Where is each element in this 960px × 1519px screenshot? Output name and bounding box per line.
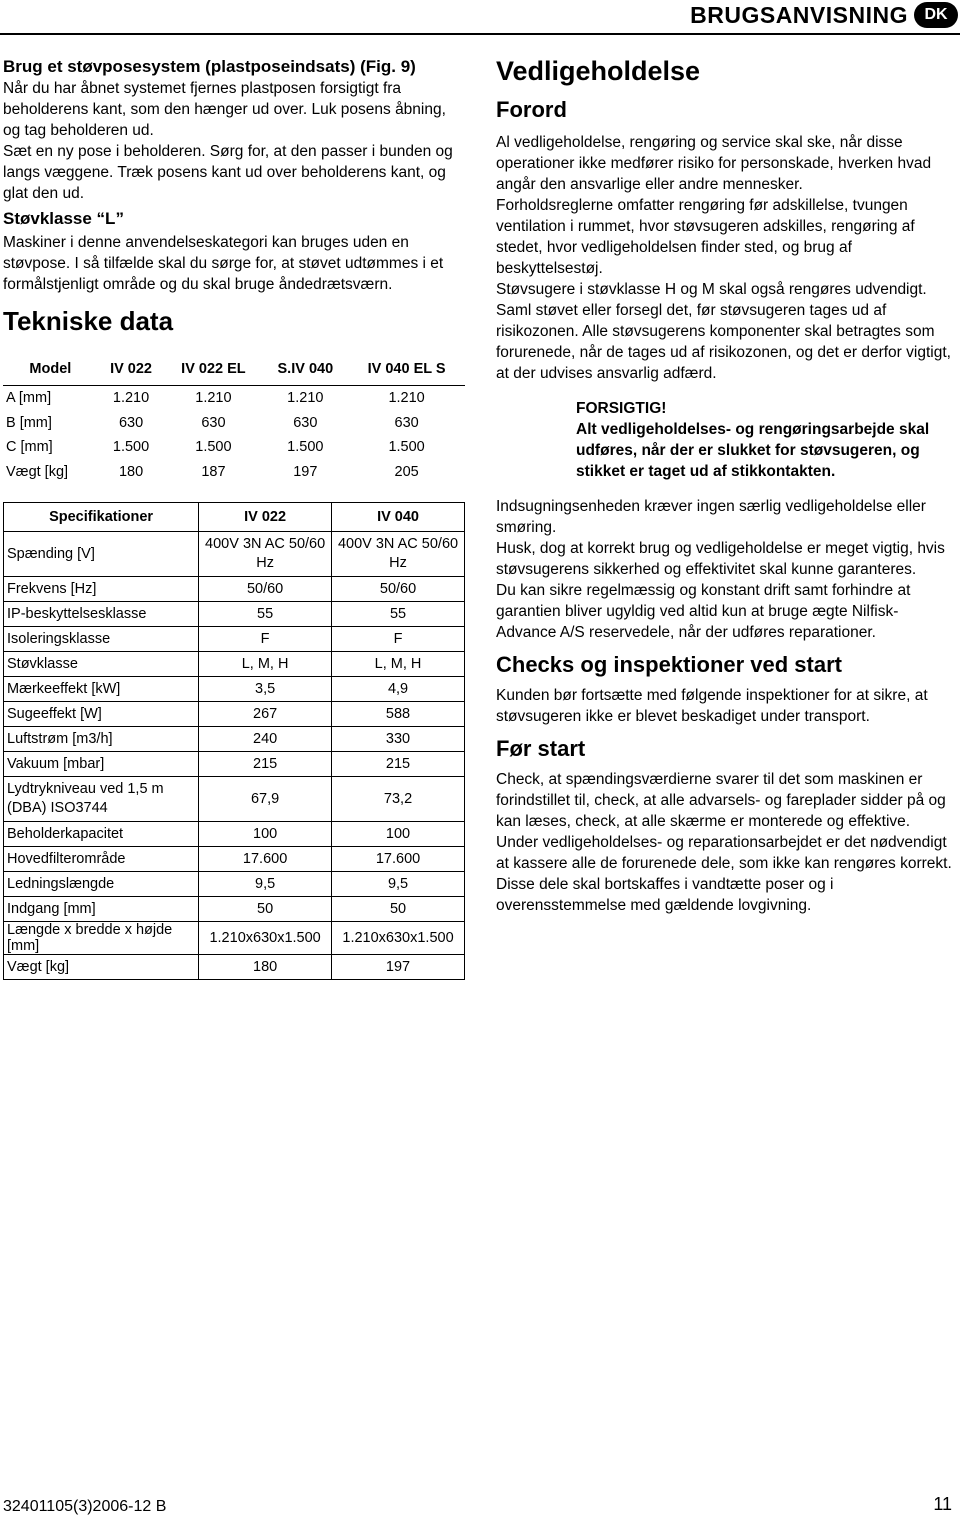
table-cell: L, M, H <box>332 652 465 677</box>
table-cell: 50/60 <box>199 577 332 602</box>
column-header: Model <box>3 353 98 386</box>
maintenance-text-6: Du kan sikre regelmæssig og konstant drift samt forhindre at garantien bliver ugyldig ved altid kun at bruge ægte Nilfisk-Advance A/S reservedele, når der udføres reparationer. <box>496 582 911 641</box>
table-cell: 9,5 <box>199 872 332 897</box>
model-dimensions-table <box>3 353 465 484</box>
bag-system-heading: Brug et støvposesystem (plastposeindsats) (Fig. 9) <box>3 57 416 76</box>
left-column <box>3 56 465 980</box>
row-label: A [mm] <box>6 390 52 407</box>
table-cell: 205 <box>394 463 419 480</box>
table-cell: 1.210 <box>287 390 324 407</box>
table-cell: L, M, H <box>199 652 332 677</box>
table-cell: F <box>199 627 332 652</box>
table-row <box>4 627 465 652</box>
checks-heading: Checks og inspektioner ved start <box>496 652 842 677</box>
table-cell: 180 <box>199 955 332 980</box>
caution-text: Alt vedligeholdelses- og rengøringsarbejde skal udføres, når der er slukket for støvsugeren, og stikket er taget ud af stikkontakten. <box>576 421 930 480</box>
before-start-text-3: Disse dele skal bortskaffes i vandtætte poser og i overensstemmelse med gældende lovgivning. <box>496 876 834 914</box>
maintenance-text-3: Støvsugere i støvklasse H og M skal også rengøres udvendigt. Saml støvet eller forsegl det, før støvsugeren tages ud af risikozonen. Alle støvsugerens komponenter skal betragtes som forurenede, når de tages ud af risikozonen, og det er derfor vigtigt, at der udvises ansvarlig adfærd. <box>496 281 951 382</box>
table-cell: 17.600 <box>332 847 465 872</box>
table-row <box>4 752 465 777</box>
table-cell: 1.500 <box>388 439 425 456</box>
maintenance-text-5: Husk, dog at korrekt brug og vedligeholdelse er meget vigtig, hvis støvsugerens sikkerhed og effektivitet skal kunne garanteres. <box>496 540 945 578</box>
table-cell: 1.500 <box>195 439 232 456</box>
row-label: C [mm] <box>6 439 53 456</box>
table-cell: 180 <box>118 463 144 480</box>
column-header: Specifikationer <box>4 503 199 532</box>
row-label: Indgang [mm] <box>4 897 199 922</box>
table-row <box>4 897 465 922</box>
table-cell: 100 <box>199 822 332 847</box>
table-row <box>3 411 465 436</box>
bag-system-text-2: Sæt en ny pose i beholderen. Sørg for, at den passer i bunden og langs væggene. Træk posens kant ud over beholderens kant, og glat den ud. <box>3 143 453 202</box>
row-label: B [mm] <box>6 414 52 431</box>
table-cell: 1.210x630x1.500 <box>199 922 332 955</box>
table-cell: 17.600 <box>199 847 332 872</box>
table-cell: 400V 3N AC 50/60 Hz <box>199 532 332 577</box>
table-cell: 588 <box>332 702 465 727</box>
row-label: Mærkeeffekt [kW] <box>4 677 199 702</box>
table-cell: 55 <box>199 602 332 627</box>
table-cell: 100 <box>332 822 465 847</box>
table-row <box>4 577 465 602</box>
language-badge: DK <box>914 2 958 28</box>
row-label: Længde x bredde x højde [mm] <box>4 922 199 955</box>
table-header-row <box>4 503 465 532</box>
row-label: Beholderkapacitet <box>4 822 199 847</box>
table-cell: 1.210x630x1.500 <box>332 922 465 955</box>
row-label: Sugeeffekt [W] <box>4 702 199 727</box>
page-number: 11 <box>933 1494 952 1514</box>
table-cell: 630 <box>201 414 226 431</box>
column-header: IV 022 EL <box>164 353 262 386</box>
maintenance-text-2: Forholdsreglerne omfatter rengøring før adskillelse, tvungen ventilation i rummet, hvor støvsugeren adskilles, rengøring af stedet, hvor vedligeholdelsen finder sted, og brug af beskyttelsestøj. <box>496 197 915 277</box>
table-cell: 67,9 <box>199 777 332 822</box>
table-cell: 197 <box>332 955 465 980</box>
maintenance-heading: Vedligeholdelse <box>496 56 701 86</box>
row-label: Isoleringsklasse <box>4 627 199 652</box>
table-cell: 630 <box>394 414 419 431</box>
row-label: Vakuum [mbar] <box>4 752 199 777</box>
table-row <box>3 386 465 411</box>
table-cell: 73,2 <box>332 777 465 822</box>
table-row <box>3 460 465 485</box>
table-cell: 1.210 <box>112 390 150 407</box>
foreword-heading: Forord <box>496 97 567 122</box>
table-cell: 400V 3N AC 50/60 Hz <box>332 532 465 577</box>
maintenance-text-4: Indsugningsenheden kræver ingen særlig vedligeholdelse eller smøring. <box>496 498 926 536</box>
table-row <box>4 872 465 897</box>
table-cell: 187 <box>201 463 226 480</box>
manual-title: BRUGSANVISNING <box>690 2 908 28</box>
table-row <box>4 847 465 872</box>
table-cell: 50 <box>199 897 332 922</box>
row-label: Støvklasse <box>4 652 199 677</box>
table-cell: 3,5 <box>199 677 332 702</box>
table-row <box>4 922 465 955</box>
table-cell: 1.210 <box>195 390 232 407</box>
column-header: S.IV 040 <box>262 353 348 386</box>
bag-system-text-1: Når du har åbnet systemet fjernes plastposen forsigtigt fra beholderens kant, som den hænger ud over. Luk posens åbning, og tag beholderen ud. <box>3 80 446 139</box>
row-label: Spænding [V] <box>4 532 199 577</box>
row-label: Ledningslængde <box>4 872 199 897</box>
table-cell: 630 <box>293 414 318 431</box>
column-header: IV 022 <box>98 353 165 386</box>
dust-class-text: Maskiner i denne anvendelseskategori kan bruges uden en støvpose. I så tilfælde skal du sørge for, at støvet udtømmes i et formålstjenligt område og du skal bruge åndedrætsværn. <box>3 234 444 293</box>
before-start-heading: Før start <box>496 736 586 761</box>
table-header-row <box>3 353 465 386</box>
table-row <box>4 532 465 577</box>
table-cell: 9,5 <box>332 872 465 897</box>
table-row <box>4 702 465 727</box>
table-cell: 197 <box>293 463 318 480</box>
row-label: Vægt [kg] <box>6 463 69 480</box>
before-start-text-2: Under vedligeholdelses- og reparationsarbejdet er det nødvendigt at kassere alle de forurenede dele, som ikke kan rengøres korrekt. <box>496 834 952 872</box>
table-row <box>4 677 465 702</box>
caution-title: FORSIGTIG! <box>576 400 667 417</box>
table-cell: 267 <box>199 702 332 727</box>
table-cell: 240 <box>199 727 332 752</box>
right-column <box>496 54 958 916</box>
caution-notice <box>576 398 958 482</box>
table-row <box>4 955 465 980</box>
table-row <box>4 727 465 752</box>
document-number: 32401105(3)2006-12 B <box>3 1498 167 1515</box>
table-row <box>4 777 465 822</box>
column-header: IV 040 <box>332 503 465 532</box>
table-cell: 55 <box>332 602 465 627</box>
table-cell: 630 <box>118 414 144 431</box>
row-label: Vægt [kg] <box>4 955 199 980</box>
row-label: Lydtrykniveau ved 1,5 m (DBA) ISO3744 <box>4 777 199 822</box>
table-cell: 215 <box>199 752 332 777</box>
specifications-body <box>4 532 465 980</box>
table-cell: 1.500 <box>112 439 150 456</box>
table-cell: 330 <box>332 727 465 752</box>
column-header: IV 022 <box>199 503 332 532</box>
table-row <box>4 652 465 677</box>
row-label: Hovedfilterområde <box>4 847 199 872</box>
table-cell: F <box>332 627 465 652</box>
table-cell: 4,9 <box>332 677 465 702</box>
table-cell: 1.210 <box>388 390 425 407</box>
maintenance-text-1: Al vedligeholdelse, rengøring og service skal ske, når disse operationer ikke medfører risiko for personskade, hverken hvad angår den ansvarlige eller andre mennesker. <box>496 134 932 193</box>
table-cell: 50 <box>332 897 465 922</box>
table-row <box>4 822 465 847</box>
row-label: IP-beskyttelsesklasse <box>4 602 199 627</box>
checks-text: Kunden bør fortsætte med følgende inspektioner for at sikre, at støvsugeren ikke er blevet beskadiget under transport. <box>496 687 928 725</box>
table-row <box>3 435 465 460</box>
row-label: Frekvens [Hz] <box>4 577 199 602</box>
specifications-table <box>3 502 465 980</box>
table-cell: 50/60 <box>332 577 465 602</box>
before-start-text-1: Check, at spændingsværdierne svarer til det som maskinen er forindstillet til, check, at alle advarsels- og fareplader sidder på og kan læses, check, at alle skærme er monterede og effektive. <box>496 771 946 830</box>
dust-class-heading: Støvklasse “L” <box>3 209 124 228</box>
table-cell: 1.500 <box>287 439 324 456</box>
technical-data-heading: Tekniske data <box>3 306 174 336</box>
column-header: IV 040 EL S <box>348 353 465 386</box>
table-cell: 215 <box>332 752 465 777</box>
row-label: Luftstrøm [m3/h] <box>4 727 199 752</box>
table-row <box>4 602 465 627</box>
header-rule <box>0 33 960 35</box>
